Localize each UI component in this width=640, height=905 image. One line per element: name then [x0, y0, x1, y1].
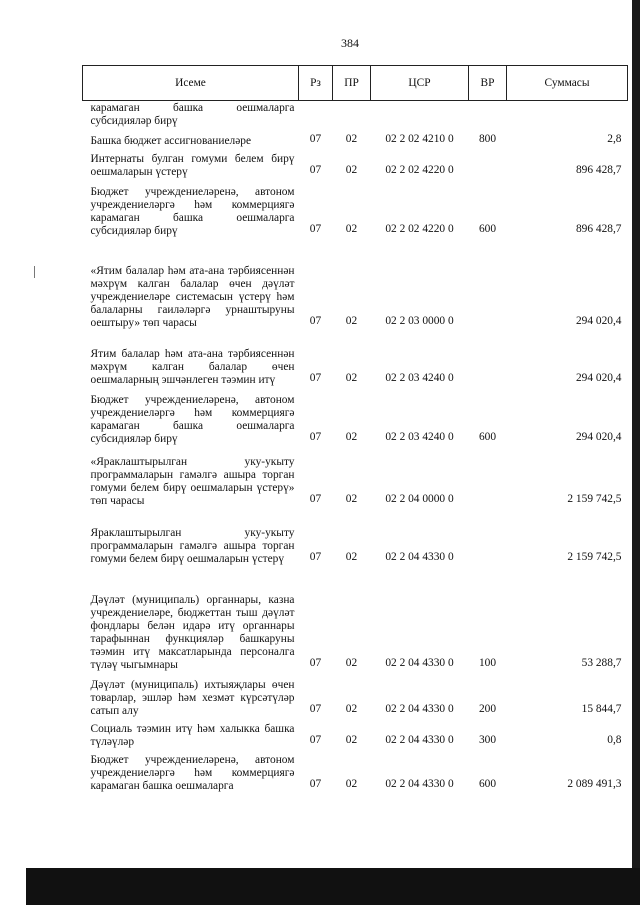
- row-sum: 294 020,4: [575, 371, 622, 384]
- header-pr: ПР: [333, 66, 371, 101]
- table-row: [83, 330, 628, 387]
- row-name: Яраклаштырылган уку-укыту программаларын гамәлгә ашыра торган гомуми белем бирү оешмаларын үстерү: [90, 526, 295, 565]
- table-row: [83, 672, 628, 718]
- table-row: [83, 179, 628, 238]
- row-vr: 600: [478, 430, 497, 443]
- row-csr: 02 2 04 4330 0: [385, 702, 454, 715]
- header-sum: Суммасы: [507, 66, 628, 101]
- row-vr: 600: [478, 777, 497, 790]
- table-body: [83, 101, 628, 793]
- row-pr: 02: [345, 733, 358, 746]
- row-name: Бюджет учреждениеләренә, автоном учреждениеләргә һәм коммерциягә карамаган башка оешмаларга: [90, 753, 295, 792]
- row-vr: [469, 508, 507, 566]
- row-csr: 02 2 03 0000 0: [385, 314, 454, 327]
- row-rz: 07: [309, 222, 322, 235]
- row-csr: 02 2 04 4330 0: [385, 733, 454, 746]
- table-header: [83, 66, 628, 101]
- page-number: 384: [341, 36, 359, 50]
- row-rz: 07: [309, 314, 322, 327]
- row-name: карамаган башка оешмаларга субсидияләр бирү: [90, 102, 295, 127]
- table-row: [83, 718, 628, 749]
- row-vr: 200: [478, 702, 497, 715]
- row-vr: [469, 148, 507, 179]
- row-sum: 294 020,4: [575, 314, 622, 327]
- row-vr: 800: [478, 132, 497, 145]
- row-pr: 02: [345, 163, 358, 176]
- row-csr: 02 2 03 4240 0: [385, 371, 454, 384]
- row-vr: [469, 238, 507, 330]
- row-vr: [469, 101, 507, 129]
- row-csr: 02 2 04 4330 0: [385, 777, 454, 790]
- row-csr: 02 2 03 4240 0: [385, 430, 454, 443]
- row-pr: 02: [345, 371, 358, 384]
- row-rz: 07: [309, 550, 322, 563]
- row-pr: 02: [345, 222, 358, 235]
- budget-table: [82, 65, 628, 793]
- row-sum: 294 020,4: [575, 430, 622, 443]
- row-vr: 300: [478, 733, 497, 746]
- table-row: [83, 101, 628, 129]
- scan-right-edge: [632, 0, 640, 905]
- row-sum: 896 428,7: [575, 163, 622, 176]
- row-name: Бюджет учреждениеләренә, автоном учреждениеләргә һәм коммерциягә карамаган башка оешмаларга субсидияләр бирү: [90, 393, 295, 445]
- row-vr: [469, 446, 507, 508]
- row-pr: 02: [345, 430, 358, 443]
- row-rz: 07: [309, 702, 322, 715]
- header-name: Исеме: [83, 66, 299, 101]
- row-pr: 02: [345, 492, 358, 505]
- row-pr: 02: [345, 314, 358, 327]
- row-rz: 07: [309, 733, 322, 746]
- table-row: [83, 446, 628, 508]
- table-row: [83, 129, 628, 148]
- row-name: Интернаты булган гомуми белем бирү оешмаларын үстерү: [90, 152, 295, 178]
- scan-left-margin: [0, 0, 26, 905]
- row-pr: 02: [345, 777, 358, 790]
- row-name: Социаль тәэмин итү һәм халыкка башка түләүләр: [90, 722, 295, 748]
- table-row: [83, 148, 628, 179]
- scan-bottom-edge: [26, 868, 640, 905]
- row-name: Ятим балалар һәм ата-ана тәрбиясеннән мәхрүм калган балалар өчен оешмаларның эшчәнлеген тәэмин итү: [90, 347, 295, 386]
- row-vr: 100: [478, 656, 497, 669]
- row-sum: [507, 101, 628, 129]
- row-sum: 2 159 742,5: [567, 492, 622, 505]
- row-csr: 02 2 02 4220 0: [385, 163, 454, 176]
- row-name: Дәүләт (муниципаль) ихтыяҗлары өчен товарлар, эшләр һәм хезмәт күрсәтүләр сатып алу: [90, 678, 295, 717]
- row-csr: [371, 101, 469, 129]
- row-name: Дәүләт (муниципаль) органнары, казна учреждениеләре, бюджеттан тыш дәүләт фондлары белән идарә итү органнары тарафыннан функцияләр башкаруны тәэмин итү максатларында персоналга түләү чыгымнары: [90, 593, 295, 671]
- table-row: [83, 238, 628, 330]
- row-name: Башка бюджет ассигнованиеләре: [90, 134, 252, 147]
- row-csr: 02 2 02 4220 0: [385, 222, 454, 235]
- row-vr: 600: [478, 222, 497, 235]
- row-sum: 2 089 491,3: [567, 777, 622, 790]
- row-sum: 15 844,7: [581, 702, 622, 715]
- table-row: [83, 508, 628, 566]
- row-rz: [299, 101, 333, 129]
- row-sum: 0,8: [607, 733, 622, 746]
- header-vr: ВР: [469, 66, 507, 101]
- row-sum: 896 428,7: [575, 222, 622, 235]
- row-rz: 07: [309, 371, 322, 384]
- row-csr: 02 2 04 4330 0: [385, 656, 454, 669]
- row-csr: 02 2 04 4330 0: [385, 550, 454, 563]
- header-csr: ЦСР: [371, 66, 469, 101]
- row-pr: 02: [345, 656, 358, 669]
- margin-tick-mark: [34, 266, 35, 278]
- row-rz: 07: [309, 163, 322, 176]
- row-rz: 07: [309, 492, 322, 505]
- table-row: [83, 749, 628, 793]
- table-row: [83, 387, 628, 446]
- row-sum: 2 159 742,5: [567, 550, 622, 563]
- row-rz: 07: [309, 132, 322, 145]
- table-row: [83, 566, 628, 672]
- row-name: Бюджет учреждениеләренә, автоном учреждениеләргә һәм коммерциягә карамаган башка оешмаларга субсидияләр бирү: [90, 185, 295, 237]
- row-rz: 07: [309, 777, 322, 790]
- row-rz: 07: [309, 430, 322, 443]
- row-name: «Ятим балалар һәм ата-ана тәрбиясеннән мәхрүм калган балалар өчен дәүләт учреждениеләре системасын үстерү һәм балаларны гаиләләргә урнаштыруны оештыру» төп чарасы: [90, 264, 295, 329]
- row-csr: 02 2 04 0000 0: [385, 492, 454, 505]
- row-pr: 02: [345, 132, 358, 145]
- row-sum: 53 288,7: [581, 656, 622, 669]
- row-pr: 02: [345, 550, 358, 563]
- row-pr: 02: [345, 702, 358, 715]
- row-pr: [333, 101, 371, 129]
- row-csr: 02 2 02 4210 0: [385, 132, 454, 145]
- row-vr: [469, 330, 507, 387]
- row-rz: 07: [309, 656, 322, 669]
- header-rz: Рз: [299, 66, 333, 101]
- row-sum: 2,8: [607, 132, 622, 145]
- row-name: «Яраклаштырылган уку-укыту программаларын гамәлгә ашыра торган гомуми белем бирү оешмаларын үстерү» төп чарасы: [90, 455, 295, 507]
